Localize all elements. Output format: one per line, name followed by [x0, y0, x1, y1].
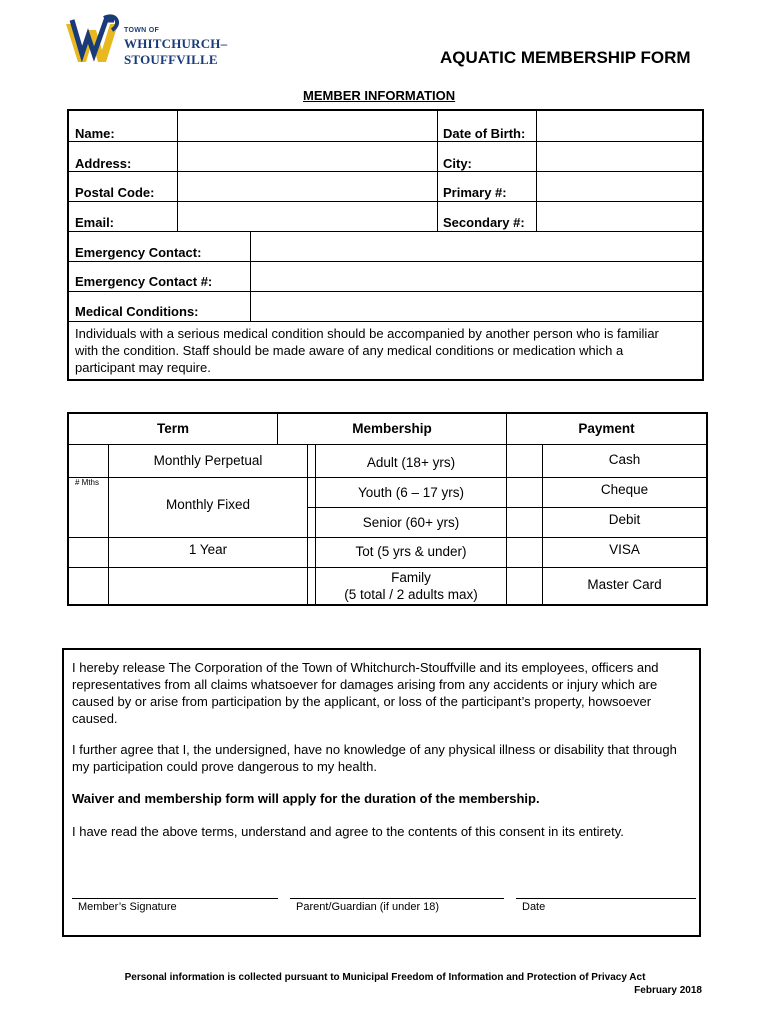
payment-checkbox-cash[interactable] — [507, 445, 542, 477]
label-name: Name: — [75, 126, 115, 141]
address-field[interactable] — [178, 142, 437, 171]
membership-checkbox-senior[interactable] — [278, 508, 307, 537]
member-signature-label: Member’s Signature — [72, 898, 278, 913]
label-dob: Date of Birth: — [443, 126, 526, 141]
label-city: City: — [443, 156, 472, 171]
membership-checkbox-family[interactable] — [278, 568, 307, 604]
membership-checkbox-adult[interactable] — [278, 445, 307, 477]
label-primary: Primary #: — [443, 185, 507, 200]
revision-date: February 2018 — [634, 985, 702, 996]
member-info-grid — [67, 109, 704, 381]
member-signature-field[interactable] — [72, 870, 272, 898]
dob-field[interactable] — [537, 111, 702, 141]
town-logo-mark — [64, 14, 122, 66]
payment-checkbox-visa[interactable] — [507, 538, 542, 567]
town-logo — [64, 14, 304, 66]
header-payment: Payment — [578, 421, 635, 436]
mths-label: # Mths — [75, 478, 100, 487]
medical-note: Individuals with a serious medical condition should be accompanied by another person who is familiar with the condition. Staff should be made aware of any medical conditions or medication which a participant may require. — [75, 326, 659, 375]
parent-signature-field[interactable] — [290, 870, 500, 898]
emergency-contact-field[interactable] — [251, 232, 702, 261]
date-field[interactable] — [516, 870, 692, 898]
membership-checkbox-tot[interactable] — [278, 538, 307, 567]
payment-debit: Debit — [608, 512, 641, 527]
payment-checkbox-cheque[interactable] — [507, 478, 542, 507]
membership-family-detail: (5 total / 2 adults max) — [344, 587, 478, 602]
payment-mastercard: Master Card — [587, 577, 662, 592]
logo-town-name: WHITCHURCH–STOUFFVILLE — [124, 36, 228, 67]
payment-cash: Cash — [608, 452, 641, 467]
membership-adult: Adult (18+ yrs) — [366, 455, 456, 470]
label-postal: Postal Code: — [75, 185, 155, 200]
payment-cheque: Cheque — [600, 482, 649, 497]
waiver-consent-text: I have read the above terms, understand and agree to the contents of this consent in its entirety. — [72, 824, 624, 839]
payment-visa: VISA — [609, 542, 640, 557]
logo-town-of: TOWN OF — [124, 27, 160, 34]
city-field[interactable] — [537, 142, 702, 171]
payment-checkbox-debit[interactable] — [507, 508, 542, 537]
privacy-notice: Personal information is collected pursuant to Municipal Freedom of Information and Protection of Privacy Act — [124, 972, 646, 983]
postal-field[interactable] — [178, 172, 437, 201]
form-title: AQUATIC MEMBERSHIP FORM — [440, 48, 691, 67]
membership-youth: Youth (6 – 17 yrs) — [357, 485, 465, 500]
term-checkbox-blank[interactable] — [69, 568, 108, 604]
membership-senior: Senior (60+ yrs) — [362, 515, 460, 530]
term-one-year: 1 Year — [188, 542, 228, 557]
waiver-health-text: I further agree that I, the undersigned, have no knowledge of any physical illness or disability that through my participation could prove dangerous to my health. — [72, 742, 677, 774]
secondary-phone-field[interactable] — [537, 202, 702, 231]
waiver-release-text: I hereby release The Corporation of the Town of Whitchurch-Stouffville and its employees, officers and representatives from all claims whatsoever for damages arising from any accidents or injury which are caused by or arise from participation by the applicant, or loss of the participant’s property, howsoever caused. — [72, 660, 659, 726]
term-monthly-fixed: Monthly Fixed — [165, 497, 251, 512]
name-field[interactable] — [178, 111, 437, 141]
membership-family: Family — [391, 570, 431, 585]
medical-field[interactable] — [251, 292, 702, 321]
emergency-number-field[interactable] — [251, 262, 702, 291]
email-field[interactable] — [178, 202, 437, 231]
waiver-box — [62, 648, 701, 937]
parent-signature-label: Parent/Guardian (if under 18) — [290, 898, 504, 913]
label-medical: Medical Conditions: — [75, 304, 199, 319]
label-emergency-contact: Emergency Contact: — [75, 245, 202, 260]
waiver-duration-text: Waiver and membership form will apply for the duration of the membership. — [72, 791, 540, 806]
payment-checkbox-mastercard[interactable] — [507, 568, 542, 604]
member-info-heading: MEMBER INFORMATION — [303, 88, 456, 103]
label-email: Email: — [75, 215, 115, 230]
label-emergency-number: Emergency Contact #: — [75, 274, 213, 289]
term-monthly-perpetual: Monthly Perpetual — [153, 453, 263, 468]
term-checkbox-year[interactable] — [69, 538, 108, 567]
header-membership: Membership — [352, 421, 432, 436]
term-checkbox-perpetual[interactable] — [69, 445, 108, 477]
primary-phone-field[interactable] — [537, 172, 702, 201]
label-secondary: Secondary #: — [443, 215, 525, 230]
label-address: Address: — [75, 156, 132, 171]
membership-tot: Tot (5 yrs & under) — [355, 544, 467, 559]
membership-table — [67, 412, 708, 606]
date-label: Date — [516, 898, 696, 913]
header-term: Term — [156, 421, 189, 436]
membership-checkbox-youth[interactable] — [278, 478, 307, 507]
